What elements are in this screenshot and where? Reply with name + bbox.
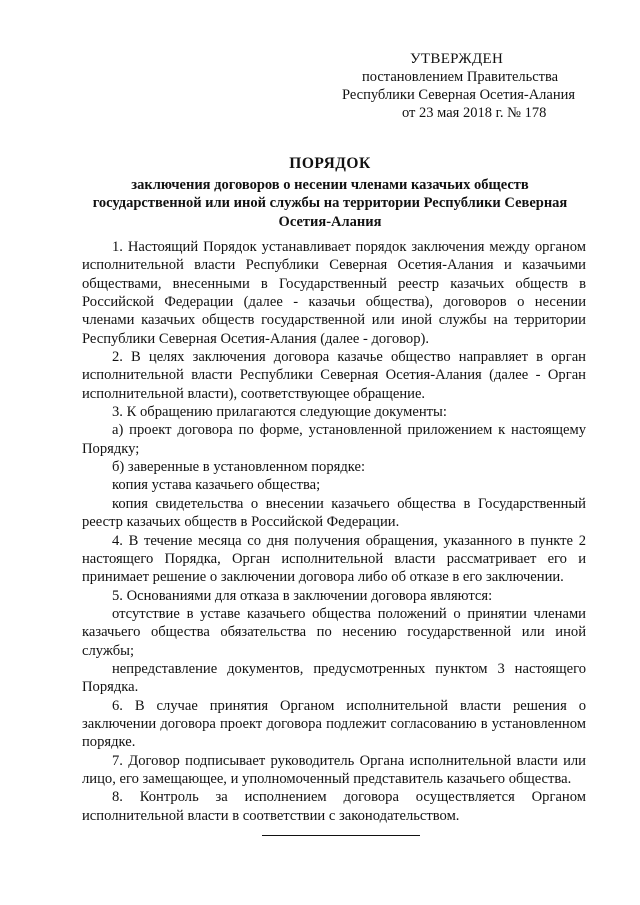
paragraph-3b-item-2: копия свидетельства о внесении казачьего общества в Государственный реестр казачьих обществ в Российской Федерации. [82,495,586,531]
document-title: ПОРЯДОК [289,155,371,172]
paragraph-7: 7. Договор подписывает руководитель Органа исполнительной власти или лицо, его замещающее, и уполномоченный представитель казачьего общества. [82,752,586,787]
approval-line-2: Республики Северная Осетия-Алания [342,87,576,103]
document-body [82,238,586,825]
paragraph-5: 5. Основаниями для отказа в заключении договора являются: [112,587,493,604]
approval-line-1: постановлением Правительства [362,69,559,85]
paragraph-8: 8. Контроль за исполнением договора осуществляется Органом исполнительной власти в соответствии с законодательством. [82,789,586,824]
end-separator-line [262,835,420,836]
paragraph-5-item-1: отсутствие в уставе казачьего общества положений о принятии членами казачьего общества обязательства по несению государственной или иной службы; [82,605,586,659]
paragraph-3b: б) заверенные в установленном порядке: [112,459,366,476]
paragraph-1: 1. Настоящий Порядок устанавливает порядок заключения между органом исполнительной власти Республики Северная Осетия-Алания и казачьими обществами, внесенными в Государственный реестр казачьих обществ в Российской Федерации (далее - казачьи общества), договоров о несении членами казачьих обществ государственной или иной службы на территории Республики Северная Осетия-Алания (далее - договор). [82,239,586,347]
paragraph-2: 2. В целях заключения договора казачье общество направляет в орган исполнительной власти Республики Северная Осетия-Алания (далее - Орган исполнительной власти), соответствующее обращение. [82,349,586,402]
paragraph-3a: а) проект договора по форме, установленной приложением к настоящему Порядку; [82,422,586,457]
document-heading [80,155,580,231]
document-subtitle: заключения договоров о несении членами казачьих обществ государственной или иной службы на территории Республики Северная Осетия-Алания [92,176,568,230]
approval-line-3: от 23 мая 2018 г. № 178 [402,105,547,121]
paragraph-3b-item-1: копия устава казачьего общества; [112,477,321,494]
paragraph-3: 3. К обращению прилагаются следующие документы: [112,404,447,421]
approval-title: УТВЕРЖДЕН [410,51,504,67]
paragraph-6: 6. В случае принятия Органом исполнительной власти решения о заключении договора проект договора подлежит согласованию в установленном порядке. [82,697,586,751]
approval-stamp-block [330,50,600,122]
paragraph-4: 4. В течение месяца со дня получения обращения, указанного в пункте 2 настоящего Порядка, Орган исполнительной власти рассматривает его и принимает решение о заключении договора либо об отказе в его заключении. [82,532,586,586]
paragraph-5-item-2: непредставление документов, предусмотренных пунктом 3 настоящего Порядка. [82,660,586,696]
